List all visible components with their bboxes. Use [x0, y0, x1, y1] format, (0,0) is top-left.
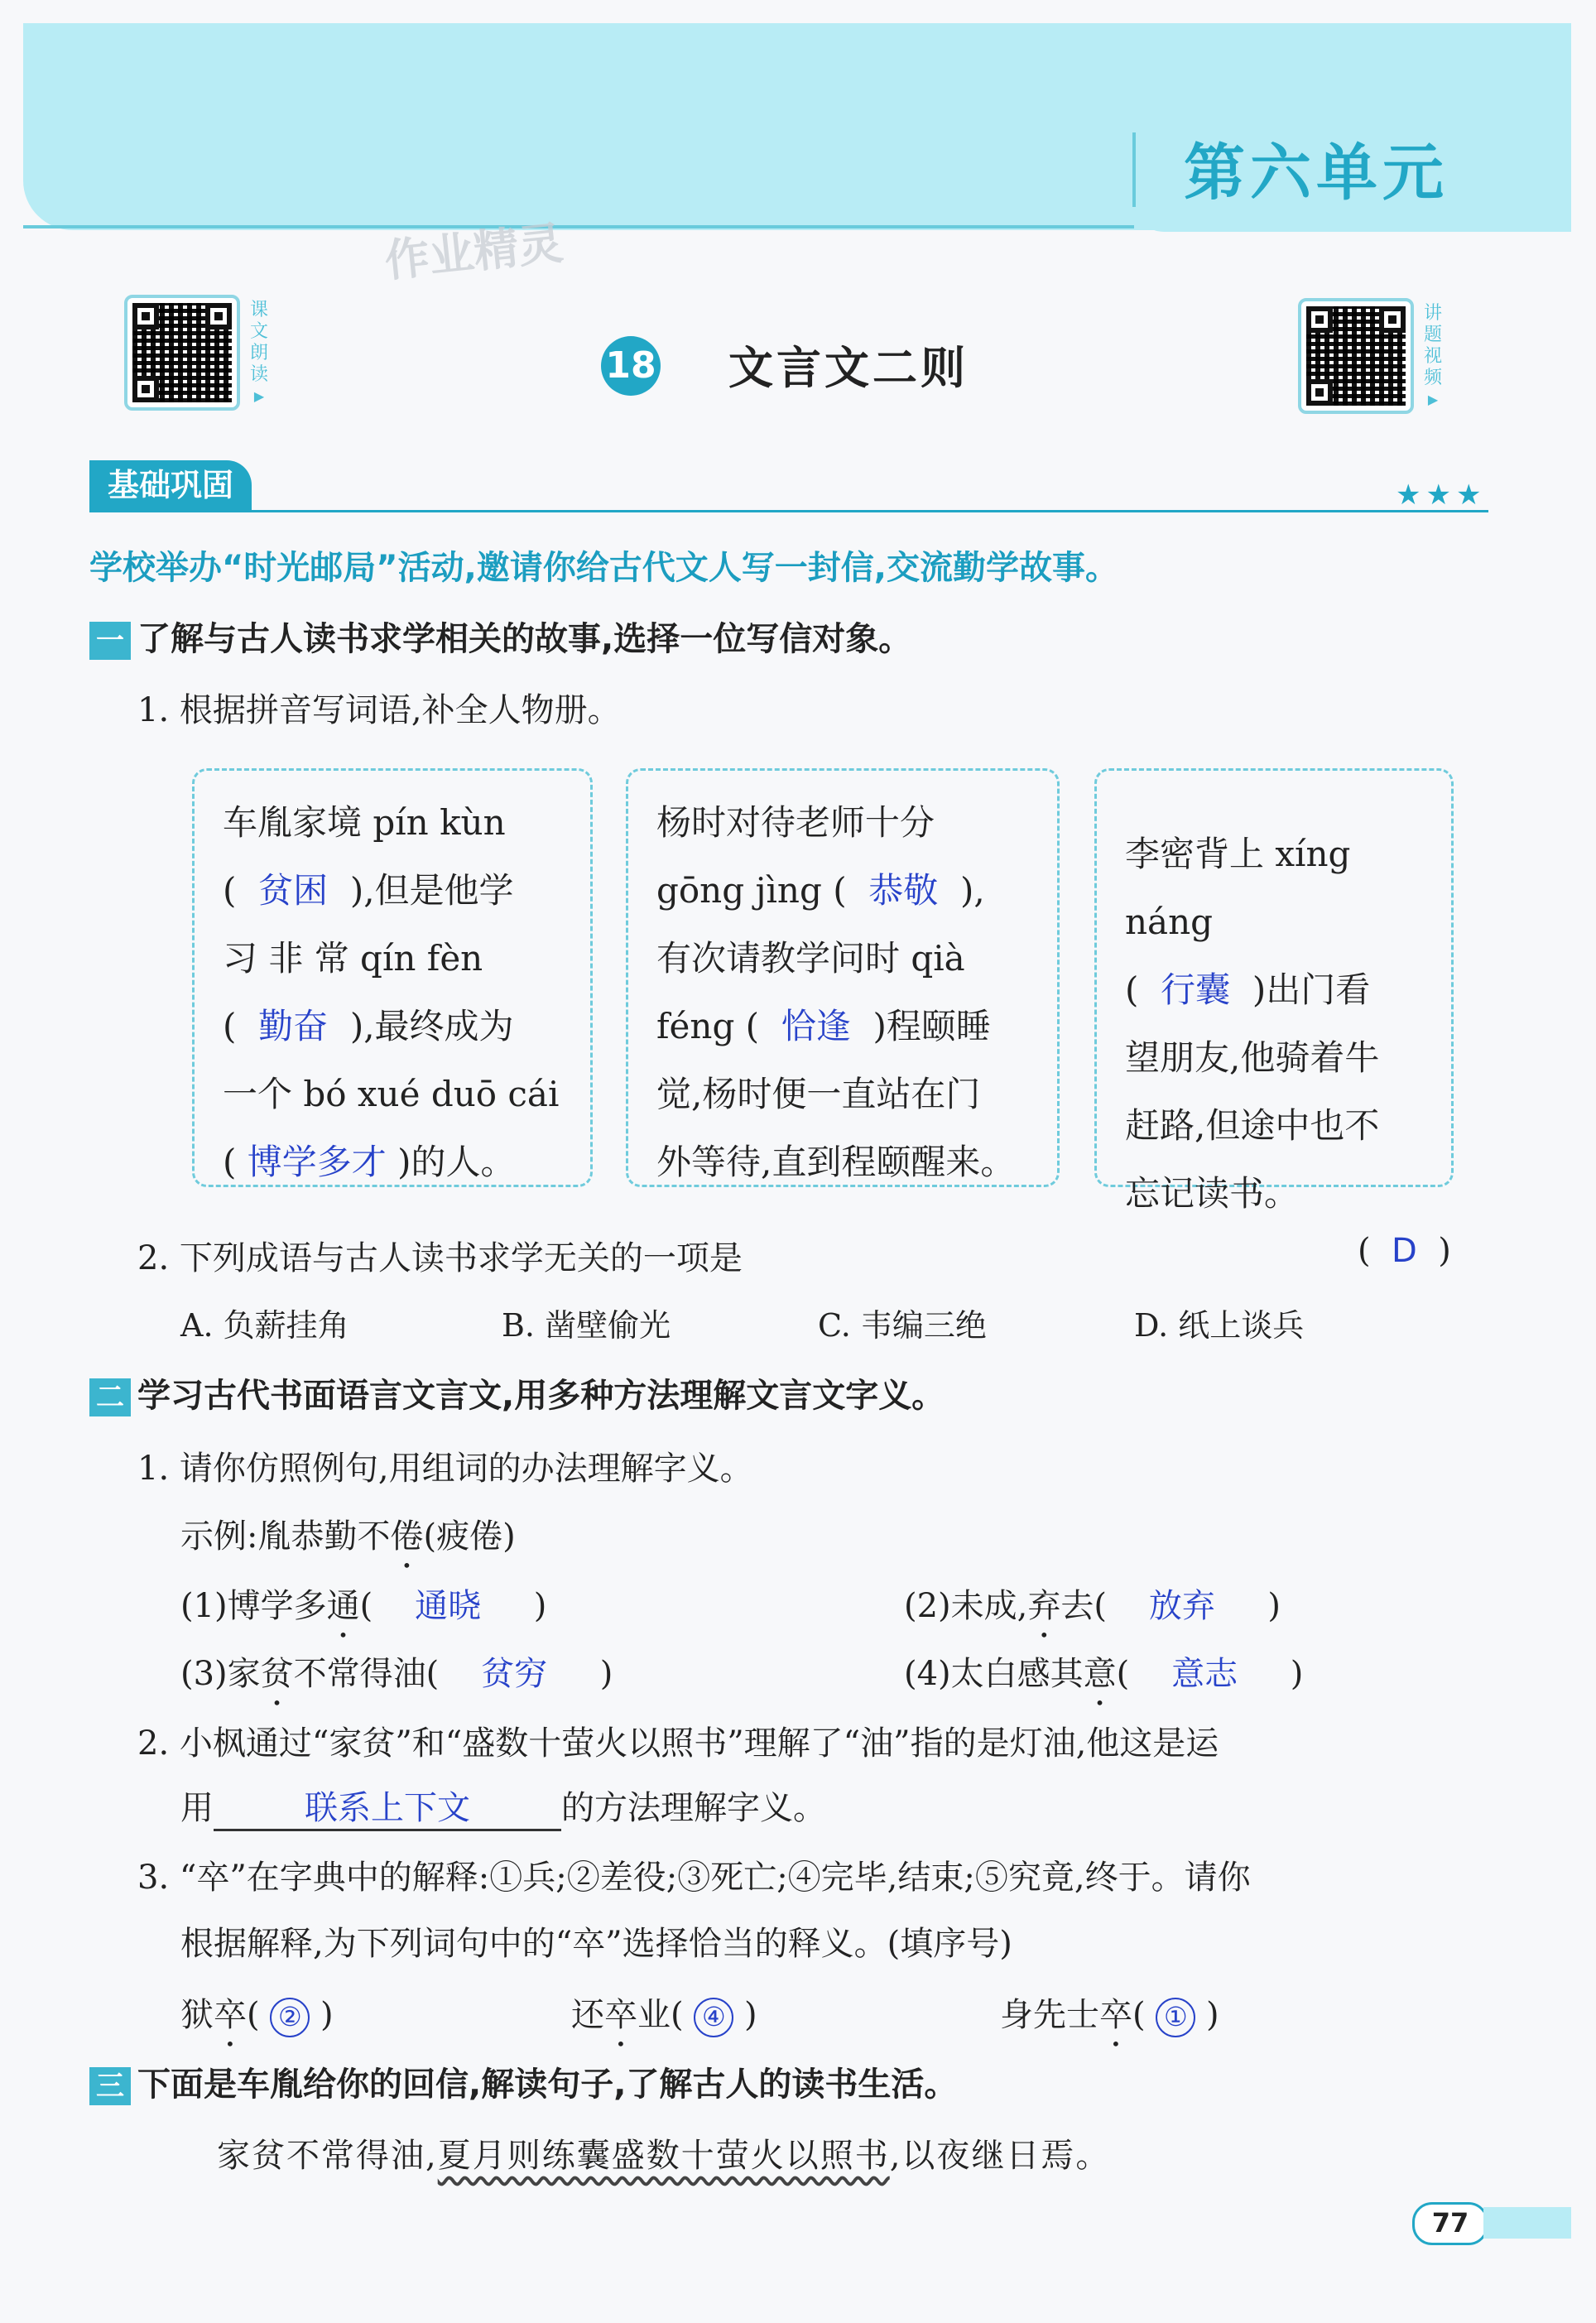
wavy-underlined-phrase: 夏月则练囊盛数十萤火以照书: [437, 2137, 890, 2175]
option-a: A. 负薪挂角: [180, 1307, 349, 1344]
answer-field[interactable]: 贫穷: [481, 1655, 548, 1693]
header-divider: [23, 225, 1134, 228]
difficulty-stars: ★★★: [1396, 479, 1487, 512]
part2-q2-line1: 2. 小枫通过“家贫”和“盛数十萤火以照书”理解了“油”指的是灯油,他这是运: [137, 1724, 1219, 1763]
answer-field[interactable]: 放弃: [1148, 1587, 1215, 1625]
part2-q3-item-3: 身先士卒( ① ): [1000, 1989, 1219, 2054]
answer-field[interactable]: 行囊: [1161, 969, 1231, 1010]
watermark: 作业精灵: [382, 216, 566, 288]
page-number-bar: [1483, 2207, 1571, 2239]
part2-badge: 二: [89, 1378, 131, 1416]
header-tab-divider: [1132, 132, 1136, 207]
character-card-limi: 李密背上 xíng náng ( 行囊 )出门看 望朋友,他骑着牛 赶路,但途中也不 忘记读书。: [1094, 768, 1454, 1187]
part2-item-4: (4)太白感其意( 意志 ): [904, 1655, 1304, 1693]
part2-q3-item-2: 还卒业( ④ ): [571, 1989, 757, 2054]
lesson-title: 文言文二则: [728, 342, 969, 394]
part1-q2-answer-box: ( D ): [1358, 1232, 1451, 1270]
part2-item-3: (3)家贫不常得油( 贫穷 ): [180, 1655, 613, 1693]
part2-q1: 1. 请你仿照例句,用组词的办法理解字义。: [137, 1450, 753, 1488]
section-divider: [89, 510, 1488, 512]
classical-sentence: 家贫不常得油,夏月则练囊盛数十萤火以照书,以夜继日焉。: [217, 2137, 1111, 2175]
character-card-yangshi: 杨时对待老师十分 gōng jìng ( 恭敬 ), 有次请教学问时 qià féng ( 恰逢 )程颐睡 觉,杨时便一直站在门 外等待,直到程颐醒来。: [626, 768, 1060, 1187]
answer-field[interactable]: 意志: [1171, 1655, 1238, 1693]
qr-code-reading[interactable]: [124, 295, 240, 411]
answer-field[interactable]: 博学多才: [247, 1142, 387, 1182]
play-icon: ▶: [1427, 392, 1439, 407]
part2-example: 示例:胤恭勤不倦(疲倦): [180, 1517, 516, 1556]
qr-code-icon: [132, 303, 232, 402]
answer-field[interactable]: 联系上下文: [305, 1789, 470, 1827]
answer-field[interactable]: 贫困: [258, 870, 329, 911]
part2-item-2: (2)未成,弃去( 放弃 ): [904, 1587, 1281, 1625]
part3-heading: 三 下面是车胤给你的回信,解读句子,了解古人的读书生活。: [89, 2058, 957, 2105]
answer-field[interactable]: ④: [694, 1998, 733, 2037]
character-card-chexun: 车胤家境 pín kùn ( 贫困 ),但是他学 习 非 常 qín fèn ( 勤奋 ),最终成为 一个 bó xué duō cái ( 博学多才 )的人。: [192, 768, 593, 1187]
answer-field[interactable]: 恰逢: [781, 1006, 851, 1046]
part2-item-1: (1)博学多通( 通晓 ): [180, 1587, 547, 1625]
intro-text: 学校举办“时光邮局”活动,邀请你给古代文人写一封信,交流勤学故事。: [89, 549, 1118, 587]
answer-field[interactable]: ②: [270, 1998, 310, 2037]
part2-heading: 二 学习古代书面语言文言文,用多种方法理解文言文字义。: [89, 1369, 945, 1416]
part2-q2-line2: 用 联系上下文 的方法理解字义。: [180, 1782, 826, 1831]
answer-field[interactable]: 通晓: [415, 1587, 482, 1625]
part3-badge: 三: [89, 2067, 131, 2105]
qr-code-icon: [1306, 306, 1406, 406]
answer-field[interactable]: D: [1392, 1232, 1417, 1270]
section-tag: 基础巩固: [89, 460, 252, 510]
part2-q3-line2: 根据解释,为下列词句中的“卒”选择恰当的释义。(填序号): [180, 1925, 1012, 1963]
part1-heading: 一 了解与古人读书求学相关的故事,选择一位写信对象。: [89, 613, 911, 660]
lesson-number: 18: [601, 336, 661, 396]
qr-label-video: 讲 题 视 频 ▶: [1422, 303, 1444, 411]
page-number: 77: [1412, 2202, 1488, 2245]
qr-label-reading: 课 文 朗 读 ▶: [248, 300, 270, 407]
play-icon: ▶: [253, 388, 265, 404]
option-d: D. 纸上谈兵: [1134, 1307, 1305, 1344]
option-c: C. 韦编三绝: [818, 1307, 987, 1344]
qr-code-video[interactable]: [1298, 298, 1414, 414]
answer-field[interactable]: ①: [1156, 1998, 1195, 2037]
part2-q3-line1: 3. “卒”在字典中的解释:①兵;②差役;③死亡;④完毕,结束;⑤究竟,终于。请你: [137, 1859, 1251, 1897]
part1-q1: 1. 根据拼音写词语,补全人物册。: [137, 691, 621, 729]
part1-q2: 2. 下列成语与古人读书求学无关的一项是: [137, 1239, 743, 1277]
answer-field[interactable]: 恭敬: [868, 870, 939, 911]
part1-badge: 一: [89, 622, 131, 660]
option-b: B. 凿壁偷光: [502, 1307, 671, 1344]
answer-field[interactable]: 勤奋: [258, 1006, 329, 1046]
unit-title: 第六单元: [1184, 137, 1449, 209]
part2-q3-item-1: 狱卒( ② ): [180, 1989, 334, 2054]
